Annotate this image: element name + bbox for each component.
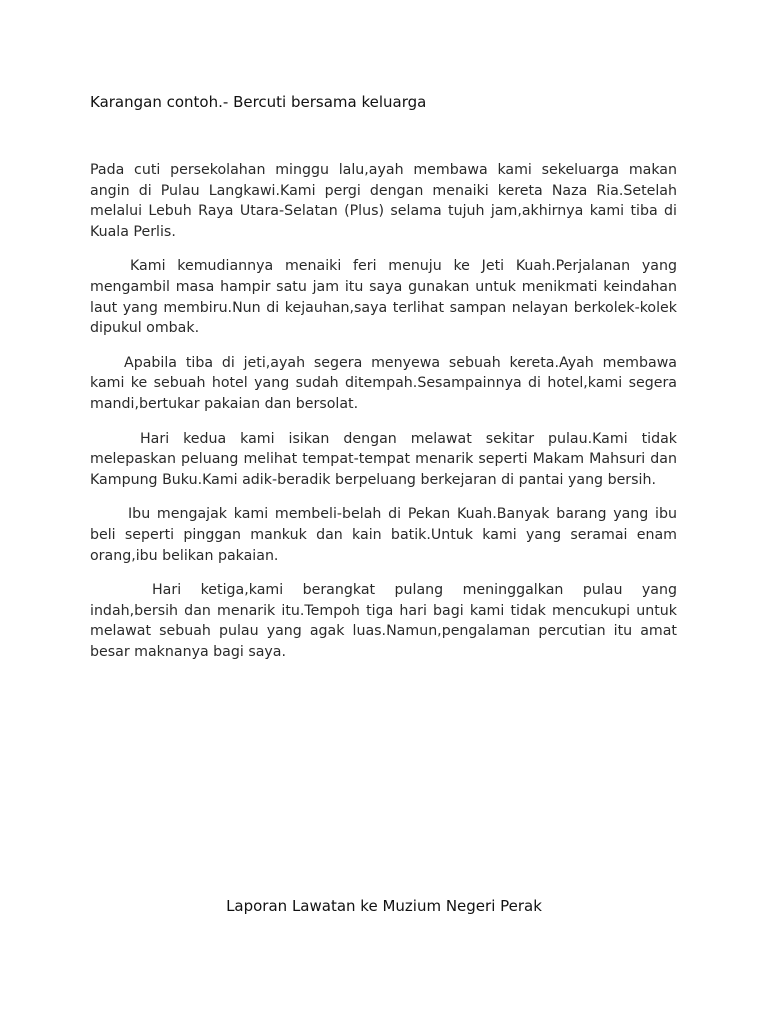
paragraph-3: Apabila tiba di jeti,ayah segera menyewa sebuah kereta.Ayah membawa kami ke sebuah hotel yang sudah ditempah.Sesampainnya di hotel,kami segera mandi,bertukar pakaian dan bersolat.: [90, 354, 677, 412]
paragraph-1: Pada cuti persekolahan minggu lalu,ayah membawa kami sekeluarga makan angin di Pulau Langkawi.Kami pergi dengan menaiki kereta Naza Ria.Setelah melalui Lebuh Raya Utara-Selatan (Plus) selama tujuh jam,akhirnya kami tiba di Kuala Perlis.: [90, 162, 677, 240]
next-section-heading: Laporan Lawatan ke Muzium Negeri Perak: [226, 897, 542, 915]
essay-title: Karangan contoh.- Bercuti bersama keluarga: [90, 93, 427, 111]
paragraph-6: Hari ketiga,kami berangkat pulang meninggalkan pulau yang indah,bersih dan menarik itu.Tempoh tiga hari bagi kami tidak mencukupi untuk melawat sebuah pulau yang agak luas.Namun,pengalaman percutian itu amat besar maknanya bagi saya.: [90, 582, 677, 660]
paragraph-2: Kami kemudiannya menaiki feri menuju ke Jeti Kuah.Perjalanan yang mengambil masa hampir satu jam itu saya gunakan untuk menikmati keindahan laut yang membiru.Nun di kejauhan,saya terlihat sampan nelayan berkolek-kolek dipukul ombak.: [90, 258, 677, 337]
essay-body: [90, 160, 677, 676]
paragraph-5: Ibu mengajak kami membeli-belah di Pekan Kuah.Banyak barang yang ibu beli seperti pinggan mankuk dan kain batik.Untuk kami yang seramai enam orang,ibu belikan pakaian.: [90, 506, 677, 564]
paragraph-4: Hari kedua kami isikan dengan melawat sekitar pulau.Kami tidak melepaskan peluang melihat tempat-tempat menarik seperti Makam Mahsuri dan Kampung Buku.Kami adik-beradik berpeluang berkejaran di pantai yang bersih.: [90, 430, 677, 488]
